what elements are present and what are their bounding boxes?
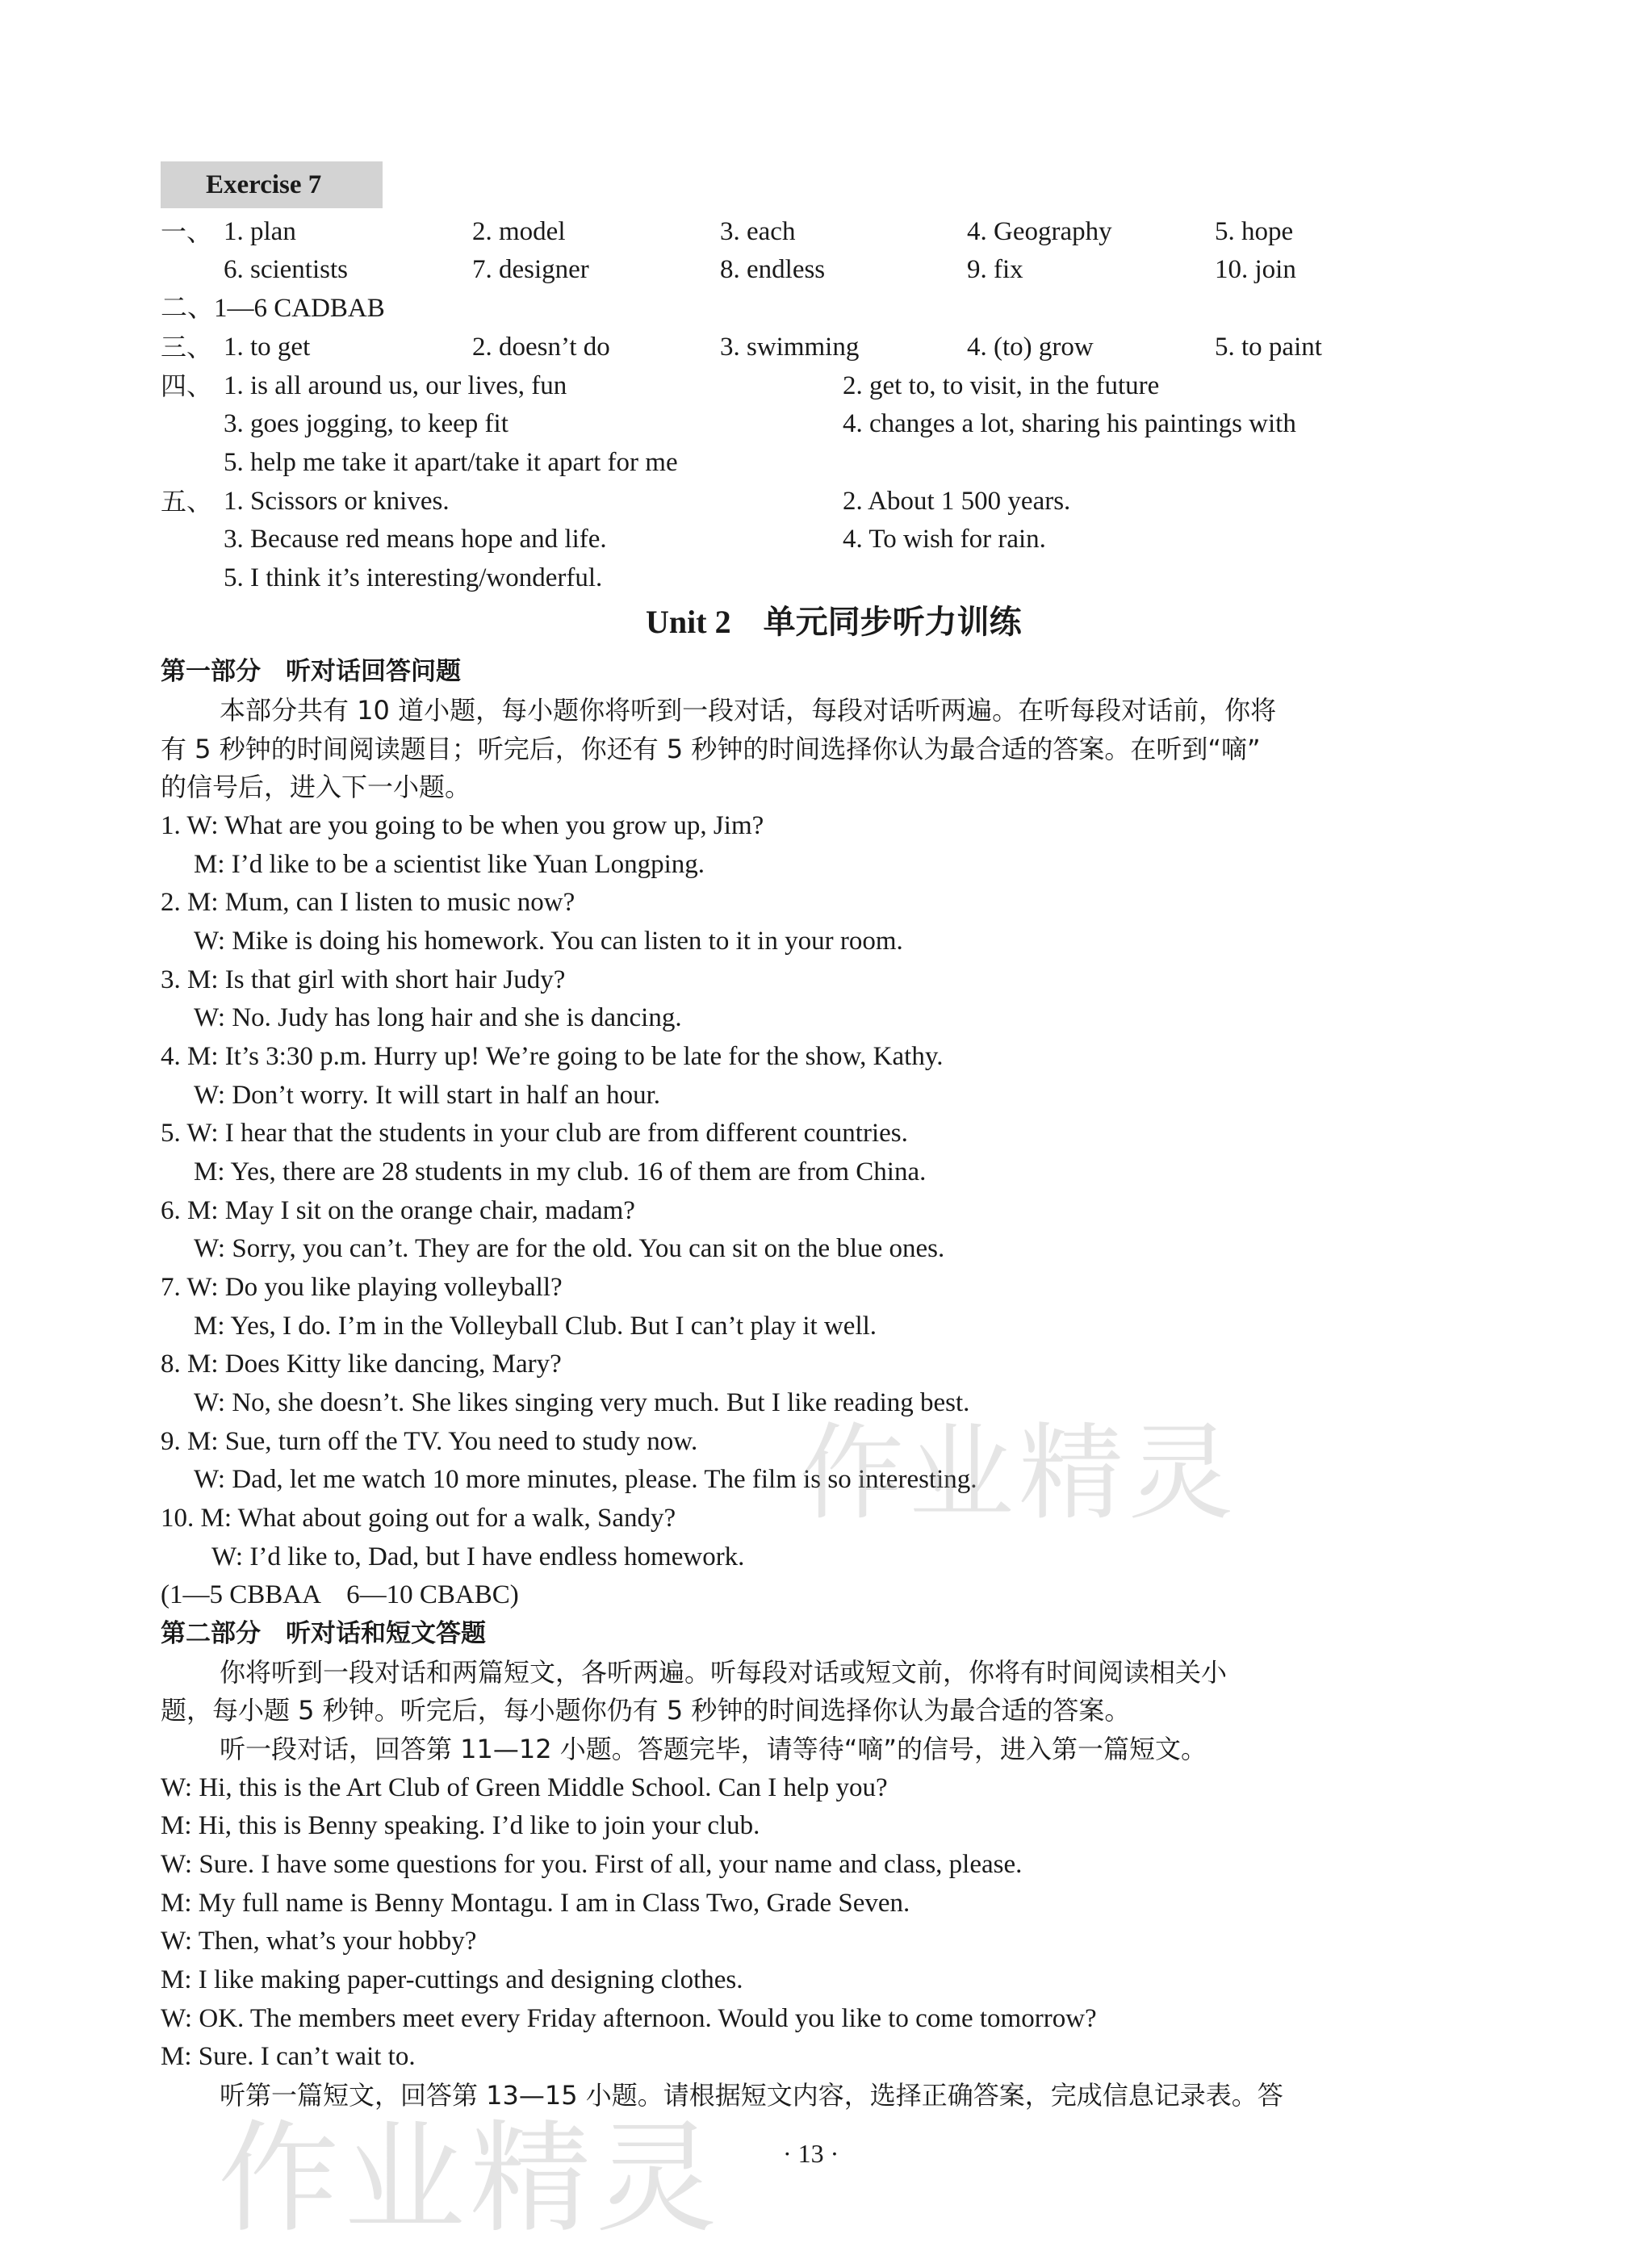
section-3-marker: 三、 <box>161 332 213 362</box>
answer-5-2: 2. About 1 500 years. <box>843 487 1071 516</box>
exercise-label: Exercise 7 <box>161 161 383 208</box>
dialogue-line: 3. M: Is that girl with short hair Judy? <box>161 965 566 994</box>
dialogue-line: 9. M: Sue, turn off the TV. You need to study now. <box>161 1427 698 1456</box>
answer-5-5: 5. I think it’s interesting/wonderful. <box>224 563 603 592</box>
section-2-answers: 二、1—6 CADBAB <box>161 294 385 323</box>
section-4-marker: 四、 <box>161 370 213 401</box>
dialogue-line: W: Dad, let me watch 10 more minutes, please. The film is so interesting. <box>194 1465 977 1494</box>
dialogue-line: 6. M: May I sit on the orange chair, madam? <box>161 1196 635 1225</box>
part-2-intro-line-3: 听一段对话，回答第 11—12 小题。答题完毕，请等待“嘀”的信号，进入第一篇短文。 <box>220 1734 1207 1764</box>
dialogue-line: 4. M: It’s 3:30 p.m. Hurry up! We’re going to be late for the show, Kathy. <box>161 1042 944 1071</box>
answer-1-5: 5. hope <box>1215 217 1294 246</box>
answer-5-3: 3. Because red means hope and life. <box>224 525 607 554</box>
part-2-title: 第二部分 听对话和短文答题 <box>161 1619 486 1648</box>
dialogue-line: W: Don’t worry. It will start in half an hour. <box>194 1081 660 1110</box>
dialogue-line: W: No. Judy has long hair and she is dancing. <box>194 1003 682 1032</box>
dialogue-line: M: I’d like to be a scientist like Yuan Longping. <box>194 850 705 879</box>
answer-1-4: 4. Geography <box>967 217 1112 246</box>
answer-3-2: 2. doesn’t do <box>472 333 610 362</box>
answer-3-5: 5. to paint <box>1215 333 1322 362</box>
dialogue-line: 5. W: I hear that the students in your club are from different countries. <box>161 1119 908 1148</box>
part-1-intro-line-1: 本部分共有 10 道小题，每小题你将听到一段对话，每段对话听两遍。在听每段对话前，你将 <box>220 695 1277 726</box>
dialogue-line: 7. W: Do you like playing volleyball? <box>161 1273 563 1302</box>
dialogue-line: M: I like making paper-cuttings and designing clothes. <box>161 1965 743 1994</box>
section-5-marker: 五、 <box>161 486 213 517</box>
answer-3-3: 3. swimming <box>720 333 860 362</box>
part-2-intro-line-1: 你将听到一段对话和两篇短文，各听两遍。听每段对话或短文前，你将有时间阅读相关小 <box>220 1657 1228 1688</box>
answer-4-5: 5. help me take it apart/take it apart for me <box>224 448 678 477</box>
answer-1-3: 3. each <box>720 217 796 246</box>
watermark: 作业精灵 <box>799 1412 1239 1534</box>
answer-1-9: 9. fix <box>967 255 1023 284</box>
answer-3-1: 1. to get <box>224 333 311 362</box>
dialogue-line: 2. M: Mum, can I listen to music now? <box>161 888 575 917</box>
part-2-intro-line-2: 题，每小题 5 秒钟。听完后，每小题你仍有 5 秒钟的时间选择你认为最合适的答案。 <box>161 1695 1131 1726</box>
part-1-answer-key: (1—5 CBBAA 6—10 CBABC) <box>161 1580 519 1609</box>
dialogue-line: M: Hi, this is Benny speaking. I’d like to join your club. <box>161 1811 760 1840</box>
answer-5-1: 1. Scissors or knives. <box>224 487 450 516</box>
answer-1-8: 8. endless <box>720 255 826 284</box>
dialogue-line: W: Mike is doing his homework. You can listen to it in your room. <box>194 927 903 956</box>
page-number: · 13 · <box>783 2139 839 2168</box>
answer-4-2: 2. get to, to visit, in the future <box>843 371 1160 400</box>
answer-1-6: 6. scientists <box>224 255 348 284</box>
answer-4-1: 1. is all around us, our lives, fun <box>224 371 567 400</box>
dialogue-line: W: I’d like to, Dad, but I have endless homework. <box>211 1542 745 1571</box>
dialogue-line: M: Yes, there are 28 students in my club. 16 of them are from China. <box>194 1157 927 1186</box>
answer-1-7: 7. designer <box>472 255 589 284</box>
watermark: 作业精灵 <box>218 2109 722 2249</box>
answer-4-3: 3. goes jogging, to keep fit <box>224 409 508 438</box>
answer-1-1: 1. plan <box>224 217 296 246</box>
answer-1-10: 10. join <box>1215 255 1296 284</box>
dialogue-line: M: Sure. I can’t wait to. <box>161 2042 416 2071</box>
part-1-title: 第一部分 听对话回答问题 <box>161 657 461 686</box>
dialogue-line: W: Sorry, you can’t. They are for the old. You can sit on the blue ones. <box>194 1234 945 1263</box>
dialogue-line: 8. M: Does Kitty like dancing, Mary? <box>161 1350 562 1379</box>
part-1-intro-line-3: 的信号后，进入下一小题。 <box>161 772 471 802</box>
dialogue-line: W: Then, what’s your hobby? <box>161 1927 477 1956</box>
answer-4-4: 4. changes a lot, sharing his paintings with <box>843 409 1296 438</box>
dialogue-line: W: Hi, this is the Art Club of Green Middle School. Can I help you? <box>161 1773 888 1802</box>
dialogue-line: W: OK. The members meet every Friday afternoon. Would you like to come tomorrow? <box>161 2004 1097 2033</box>
section-1-marker: 一、 <box>161 216 213 247</box>
answer-1-2: 2. model <box>472 217 566 246</box>
answer-5-4: 4. To wish for rain. <box>843 525 1046 554</box>
dialogue-line: 1. W: What are you going to be when you grow up, Jim? <box>161 811 764 840</box>
unit-title: Unit 2 单元同步听力训练 <box>646 604 1022 640</box>
dialogue-line: M: My full name is Benny Montagu. I am in Class Two, Grade Seven. <box>161 1889 910 1918</box>
dialogue-line: W: No, she doesn’t. She likes singing very much. But I like reading best. <box>194 1388 970 1417</box>
dialogue-line: W: Sure. I have some questions for you. First of all, your name and class, please. <box>161 1850 1023 1879</box>
dialogue-line: 10. M: What about going out for a walk, Sandy? <box>161 1504 676 1533</box>
dialogue-line: M: Yes, I do. I’m in the Volleyball Club. But I can’t play it well. <box>194 1312 877 1341</box>
part-1-intro-line-2: 有 5 秒钟的时间阅读题目；听完后，你还有 5 秒钟的时间选择你认为最合适的答案。在听到“嘀” <box>161 734 1261 764</box>
part-2-last-line: 听第一篇短文，回答第 13—15 小题。请根据短文内容，选择正确答案，完成信息记录表。答 <box>220 2080 1283 2111</box>
answer-3-4: 4. (to) grow <box>967 333 1094 362</box>
